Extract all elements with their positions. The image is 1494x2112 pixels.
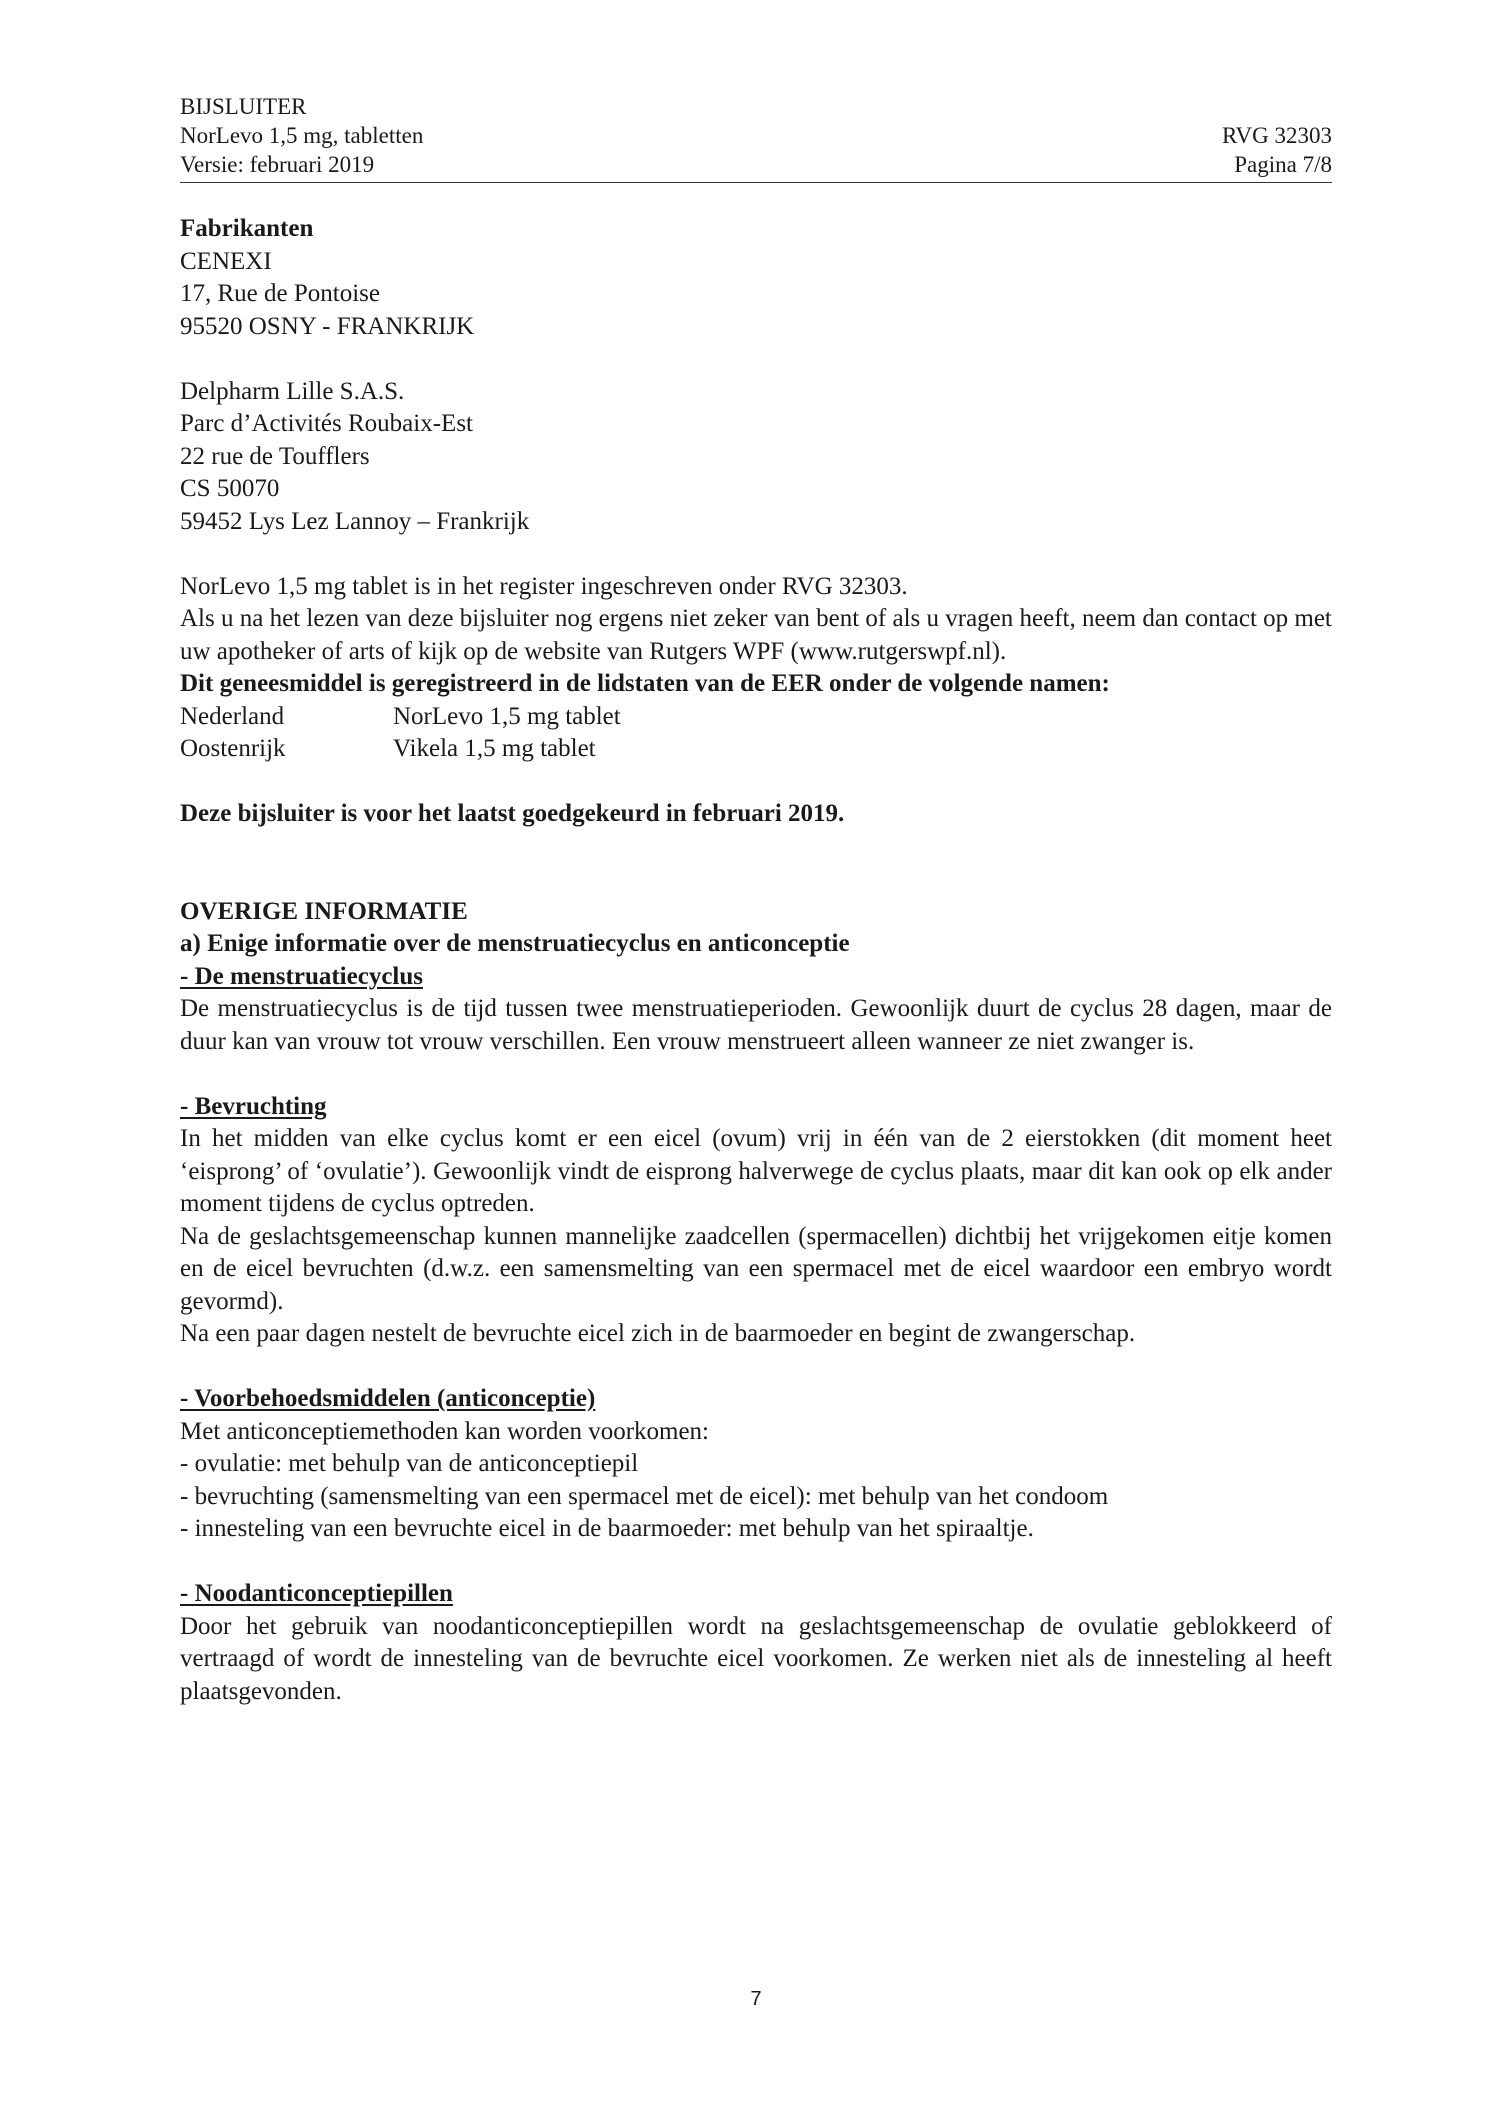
fertilization-title: - Bevruchting bbox=[180, 1092, 327, 1120]
header-divider bbox=[180, 182, 1332, 183]
list-item: - bevruchting (samensmelting van een spermacel met de eicel): met behulp van het condoom bbox=[180, 1482, 1109, 1510]
address-line: 59452 Lys Lez Lannoy – Frankrijk bbox=[180, 507, 530, 535]
approval-statement: Deze bijsluiter is voor het laatst goedgekeurd in februari 2019. bbox=[180, 800, 845, 827]
page-indicator: Pagina 7/8 bbox=[1234, 152, 1332, 177]
fertilization-text: Na een paar dagen nestelt de bevruchte eicel zich in de baarmoeder en begint de zwangerschap. bbox=[180, 1320, 1136, 1347]
contraception-intro: Met anticonceptiemethoden kan worden voorkomen: bbox=[180, 1417, 710, 1445]
eer-heading: Dit geneesmiddel is geregistreerd in de lidstaten van de EER onder de volgende namen: bbox=[180, 670, 1110, 697]
emergency-text: Door het gebruik van noodanticonceptiepillen wordt na geslachtsgemeenschap de ovulatie geblokkeerd of vertraagd of wordt de innesteling van de bevruchte eicel voorkomen. Ze werken niet als de innesteling al heeft plaatsgevonden. bbox=[180, 1612, 1332, 1705]
contraception-section bbox=[180, 1383, 1332, 1546]
cycle-section bbox=[180, 961, 1332, 1059]
eer-country: Oostenrijk bbox=[180, 735, 286, 762]
register-statement: NorLevo 1,5 mg tablet is in het register ingeschreven onder RVG 32303. bbox=[180, 572, 908, 600]
eer-product-name: NorLevo 1,5 mg tablet bbox=[393, 702, 621, 730]
address-line: CENEXI bbox=[180, 247, 272, 275]
address-line: 22 rue de Toufflers bbox=[180, 442, 370, 470]
fertilization-text: In het midden van elke cyclus komt er een eicel (ovum) vrij in één van de 2 eierstokken (dit moment heet ‘eisprong’ of ‘ovulatie’). Gewoonlijk vindt de eisprong halverwege de cyclus plaats, maar dit kan ook op elk ander moment tijdens de cyclus optreden. bbox=[180, 1125, 1332, 1217]
fertilization-text: Na de geslachtsgemeenschap kunnen mannelijke zaadcellen (spermacellen) dichtbij het vrijgekomen eitje komen en de eicel bevruchten (d.w.z. een samensmelting van een spermacel met de eicel waardoor een embryo wordt gevormd). bbox=[180, 1222, 1332, 1315]
page-number: 7 bbox=[750, 1988, 762, 2010]
delpharm-address bbox=[180, 376, 1332, 539]
doc-type: BIJSLUITER bbox=[180, 94, 307, 119]
other-info-subheading: a) Enige informatie over de menstruatiecyclus en anticonceptie bbox=[180, 930, 850, 957]
eer-row bbox=[180, 733, 1332, 766]
version-date: Versie: februari 2019 bbox=[180, 152, 375, 177]
address-line: 17, Rue de Pontoise bbox=[180, 280, 380, 307]
rvg-number: RVG 32303 bbox=[1222, 123, 1332, 148]
address-line: 95520 OSNY - FRANKRIJK bbox=[180, 312, 475, 340]
document-page bbox=[180, 0, 1332, 2112]
address-line: CS 50070 bbox=[180, 475, 280, 502]
product-name: NorLevo 1,5 mg, tabletten bbox=[180, 123, 424, 148]
other-info-heading: OVERIGE INFORMATIE bbox=[180, 897, 468, 925]
list-item: - ovulatie: met behulp van de anticonceptiepil bbox=[180, 1450, 639, 1477]
contact-paragraph: Als u na het lezen van deze bijsluiter nog ergens niet zeker van bent of als u vragen heeft, neem dan contact op met uw apotheker of arts of kijk op de website van Rutgers WPF (www.rutgerswpf.nl). bbox=[180, 605, 1332, 665]
manufacturers-section bbox=[180, 213, 1332, 343]
eer-row bbox=[180, 701, 1332, 734]
emergency-title: - Noodanticonceptiepillen bbox=[180, 1580, 453, 1607]
eer-section bbox=[180, 668, 1332, 766]
fertilization-section bbox=[180, 1091, 1332, 1351]
cycle-text: De menstruatiecyclus is de tijd tussen twee menstruatieperioden. Gewoonlijk duurt de cyclus 28 dagen, maar de duur kan van vrouw tot vrouw verschillen. Een vrouw menstrueert alleen wanneer ze niet zwanger is. bbox=[180, 995, 1332, 1055]
eer-product-name: Vikela 1,5 mg tablet bbox=[393, 735, 596, 762]
document-body bbox=[180, 213, 1332, 1708]
emergency-section bbox=[180, 1578, 1332, 1708]
cycle-title: - De menstruatiecyclus bbox=[180, 962, 423, 990]
page-header bbox=[180, 92, 1332, 179]
eer-country: Nederland bbox=[180, 702, 285, 730]
contraception-title: - Voorbehoedsmiddelen (anticonceptie) bbox=[180, 1385, 596, 1412]
manufacturers-heading: Fabrikanten bbox=[180, 215, 314, 242]
address-line: Delpharm Lille S.A.S. bbox=[180, 377, 405, 405]
address-line: Parc d’Activités Roubaix-Est bbox=[180, 410, 473, 437]
list-item: - innesteling van een bevruchte eicel in de baarmoeder: met behulp van het spiraaltje. bbox=[180, 1515, 1034, 1542]
